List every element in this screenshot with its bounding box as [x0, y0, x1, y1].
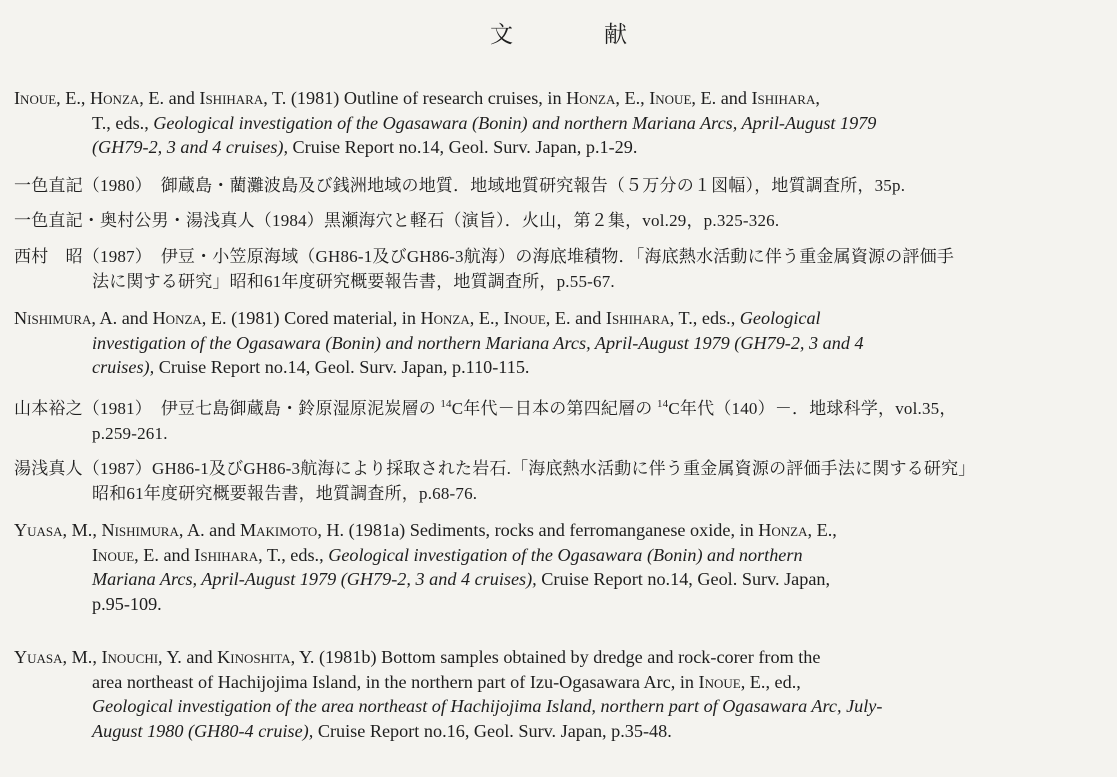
text-run: C年代（140）－．地球科学，vol.35，: [668, 399, 957, 418]
text-run: 山本裕之（1981） 伊豆七島御蔵島・鈴原湿原泥炭層の: [14, 399, 441, 418]
reference-line: [14, 422, 1104, 447]
text-run: , M.,: [62, 647, 102, 667]
text-run: Cruise Report no.14, Geol. Surv. Japan,: [536, 569, 831, 589]
reference-line: [14, 645, 1104, 670]
author-name: Ishihara: [194, 544, 259, 565]
author-name: Inoue: [698, 671, 741, 692]
text-run: , E., ed.,: [740, 671, 801, 692]
reference-line: [14, 482, 1104, 507]
reference-line: [14, 135, 1104, 160]
reference-line: [14, 567, 1104, 592]
italic-text: investigation of the Ogasawara (Bonin) and northern Mariana Arcs, April-August 1979 (GH79-2, 3 and 4: [92, 332, 864, 353]
italic-text: Geological investigation of the Ogasawara (Bonin) and northern Mariana Arcs, April-August 1979: [153, 112, 877, 133]
author-name: Nishimura: [14, 308, 92, 328]
reference-line: [14, 111, 1104, 136]
text-run: , E. and: [139, 88, 200, 108]
text-run: , T. (1981) Outline of research cruises, in: [263, 88, 567, 108]
author-name: Honza: [152, 308, 202, 328]
reference-inoue-1981: [14, 86, 1104, 160]
reference-line: [14, 86, 1104, 111]
italic-text: Geological investigation of the area northeast of Hachijojima Island, northern part of Ogasawara Arc, July-: [92, 696, 883, 716]
reference-line: [14, 355, 1104, 380]
reference-line: [14, 331, 1104, 356]
reference-line: [14, 457, 1104, 482]
text-run: , E.,: [469, 308, 504, 328]
text-run: , M.,: [62, 520, 102, 540]
reference-yuasa-1981a: [14, 518, 1104, 616]
author-name: Nishimura: [101, 520, 179, 540]
page-title: 文 献: [490, 22, 661, 47]
author-name: Inoue: [649, 88, 692, 108]
author-name: Ishihara: [605, 308, 670, 328]
text-run: 一色直記・奥村公男・湯浅真人（1984）黒瀬海穴と軽石（演旨）．火山，第２集，vol.29，p.325-326.: [14, 211, 780, 230]
text-run: , E. and: [691, 88, 752, 108]
author-name: Inouchi: [101, 647, 159, 667]
text-run: , E. and: [545, 308, 606, 328]
italic-text: cruises),: [92, 357, 155, 377]
reference-line: [14, 719, 1104, 744]
italic-text: Geological: [739, 308, 821, 328]
reference-line: [14, 518, 1104, 543]
reference-isshiki-1980: [14, 174, 1104, 199]
reference-nishimura-1987: [14, 245, 1104, 294]
author-name: Makimoto: [239, 520, 318, 540]
text-run: ,: [815, 88, 820, 108]
reference-yuasa-1981b: [14, 645, 1104, 743]
author-name: Ishihara: [199, 88, 264, 108]
text-run: , T., eds.,: [258, 544, 329, 565]
text-run: , T., eds.,: [669, 308, 740, 328]
author-name: Yuasa: [14, 647, 63, 667]
reference-line: [14, 592, 1104, 617]
superscript: 14: [440, 398, 452, 410]
reference-line: [14, 694, 1104, 719]
text-run: , A. and: [178, 520, 240, 540]
italic-text: Geological investigation of the Ogasawara (Bonin) and northern: [328, 544, 803, 565]
text-run: 昭和61年度研究概要報告書，地質調査所，p.68-76.: [92, 483, 478, 503]
reference-isshiki-1984: [14, 209, 1104, 234]
text-run: , A. and: [91, 308, 153, 328]
italic-text: August 1980 (GH80-4 cruise),: [92, 720, 314, 741]
reference-nishimura-honza-1981: [14, 306, 1104, 380]
text-run: p.259-261.: [92, 423, 168, 443]
reference-line: [14, 543, 1104, 568]
author-name: Kinoshita: [217, 647, 291, 667]
text-run: , H. (1981a) Sediments, rocks and ferromanganese oxide, in: [317, 520, 759, 540]
reference-line: [14, 270, 1104, 295]
text-run: 法に関する研究」昭和61年度研究概要報告書，地質調査所，p.55-67.: [92, 271, 615, 291]
text-run: , Y. and: [158, 647, 218, 667]
text-run: area northeast of Hachijojima Island, in the northern part of Izu-Ogasawara Arc, in: [92, 671, 699, 692]
text-run: 西村 昭（1987） 伊豆・小笠原海域（GH86-1及びGH86-3航海）の海底堆積物．「海底熱水活動に伴う重金属資源の評価手: [14, 247, 955, 266]
text-run: T., eds.,: [92, 112, 154, 133]
reference-line: [14, 306, 1104, 331]
reference-line: [14, 209, 1104, 234]
text-run: Cruise Report no.14, Geol. Surv. Japan, p.110-115.: [154, 357, 530, 377]
author-name: Ishihara: [751, 88, 816, 108]
reference-line: [14, 670, 1104, 695]
author-name: Honza: [420, 308, 470, 328]
reference-line: [14, 174, 1104, 199]
text-run: Cruise Report no.14, Geol. Surv. Japan, p.1-29.: [288, 137, 638, 157]
text-run: Cruise Report no.16, Geol. Surv. Japan, p.35-48.: [313, 720, 672, 741]
author-name: Yuasa: [14, 520, 63, 540]
reference-yuasa-1987: [14, 457, 1104, 506]
text-run: p.95-109.: [92, 593, 162, 614]
reference-line: [14, 245, 1104, 270]
text-run: , E.,: [56, 88, 91, 108]
italic-text: (GH79-2, 3 and 4 cruises),: [92, 137, 288, 157]
reference-line: [14, 397, 1104, 422]
text-run: , E.,: [615, 88, 650, 108]
text-run: , E. and: [134, 544, 195, 565]
author-name: Inoue: [14, 88, 57, 108]
text-run: , E.,: [807, 520, 837, 540]
author-name: Inoue: [92, 544, 135, 565]
author-name: Honza: [90, 88, 140, 108]
text-run: , Y. (1981b) Bottom samples obtained by dredge and rock-corer from the: [290, 647, 821, 667]
author-name: Honza: [566, 88, 616, 108]
text-run: 湯浅真人（1987）GH86-1及びGH86-3航海により採取された岩石.「海底熱水活動に伴う重金属資源の評価手法に関する研究」: [14, 459, 976, 478]
text-run: C年代－日本の第四紀層の: [451, 399, 657, 418]
superscript: 14: [656, 398, 669, 410]
reference-yamamoto-1981: [14, 397, 1104, 446]
text-run: 一色直記（1980） 御蔵島・藺灘波島及び銭洲地域の地質．地域地質研究報告（５万分の１図幅），地質調査所，35p.: [14, 176, 906, 195]
italic-text: Mariana Arcs, April-August 1979 (GH79-2, 3 and 4 cruises),: [92, 569, 537, 589]
author-name: Honza: [758, 520, 808, 540]
author-name: Inoue: [503, 308, 546, 328]
text-run: , E. (1981) Cored material, in: [201, 308, 421, 328]
